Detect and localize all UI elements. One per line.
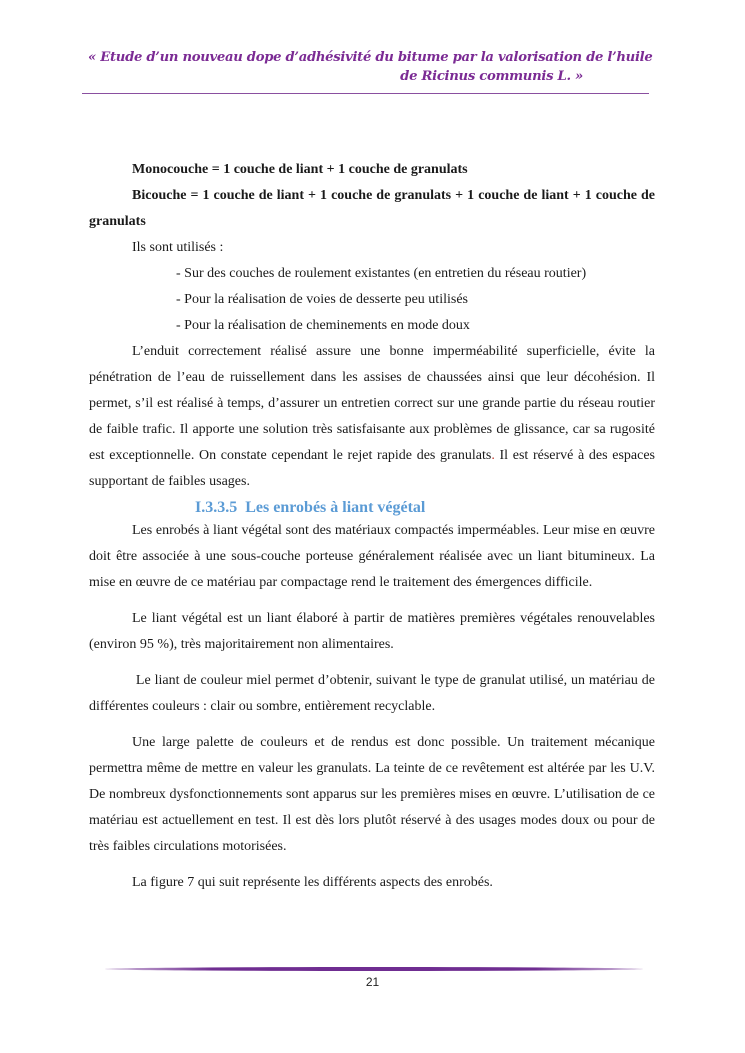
uses-intro: Ils sont utilisés : [132,240,224,255]
uses-list-item: - Sur des couches de roulement existantes (en entretien du réseau routier) [176,266,587,281]
section-heading [89,498,655,518]
monocouche-definition: Monocouche = 1 couche de liant + 1 couche de granulats [132,162,468,177]
page-number: 21 [365,975,380,989]
paragraph-liant-miel: Le liant de couleur miel permet d’obtenir, suivant le type de granulat utilisé, un matériau de différentes couleurs : clair ou sombre, entièrement recyclable. [89,673,659,714]
paragraph-liant-vegetal: Le liant végétal est un liant élaboré à partir de matières premières végétales renouvelables (environ 95 %), très majoritairement non alimentaires. [89,611,655,652]
uses-list-item: - Pour la réalisation de voies de desserte peu utilisés [176,292,468,307]
enduit-paragraph-text: L’enduit correctement réalisé assure une bonne imperméabilité superficielle, évite la pénétration de l’eau de ruissellement dans les assises de chaussées ainsi que leur décohésion. Il permet, s’il est réalisé à temps, d’assurer un entretien correct sur une grande partie du réseau routier de faible trafic. Il apporte une solution très satisfaisante aux problèmes de glissance, car sa rugosité est exceptionnelle. On constate cependant le rejet rapide des granulats [89,344,655,463]
section-number: I.3.3.5 [195,499,238,516]
header-title-line-2: de Ricinus communis L. » [400,69,583,84]
uses-list-item: - Pour la réalisation de cheminements en mode doux [176,318,470,333]
header-divider [82,93,649,94]
page-body [89,157,659,896]
running-header-title [88,48,653,86]
enduit-paragraph-tail: Il est réservé à des espaces supportant de faibles usages. [89,448,655,489]
header-title-line-1: « Etude d’un nouveau dope d’adhésivité du bitume par la valorisation de l’huile [88,50,653,65]
enduit-period: . [491,448,495,463]
section-title: Les enrobés à liant végétal [245,499,426,516]
paragraph-figure-reference: La figure 7 qui suit représente les différents aspects des enrobés. [132,875,493,890]
paragraph-couleurs: Une large palette de couleurs et de rendus est donc possible. Un traitement mécanique permettra même de mettre en valeur les granulats. La teinte de ce revêtement est altérée par les U.V. De nombreux dysfonctionnements sont apparus sur les premières mises en œuvre. L’utilisation de ce matériau est actuellement en test. Il est dès lors plutôt réservé à des usages modes doux ou pour de très faibles circulations motorisées. [89,735,655,854]
bicouche-definition: Bicouche = 1 couche de liant + 1 couche de granulats + 1 couche de liant + 1 couche de granulats [89,188,655,229]
enduit-paragraph [89,339,655,495]
footer-divider [105,967,643,971]
paragraph-enrobes-intro: Les enrobés à liant végétal sont des matériaux compactés imperméables. Leur mise en œuvre doit être associée à une sous-couche porteuse généralement réalisée avec un liant bitumineux. La mise en œuvre de ce matériau par compactage rend le traitement des émergences difficile. [89,523,655,590]
